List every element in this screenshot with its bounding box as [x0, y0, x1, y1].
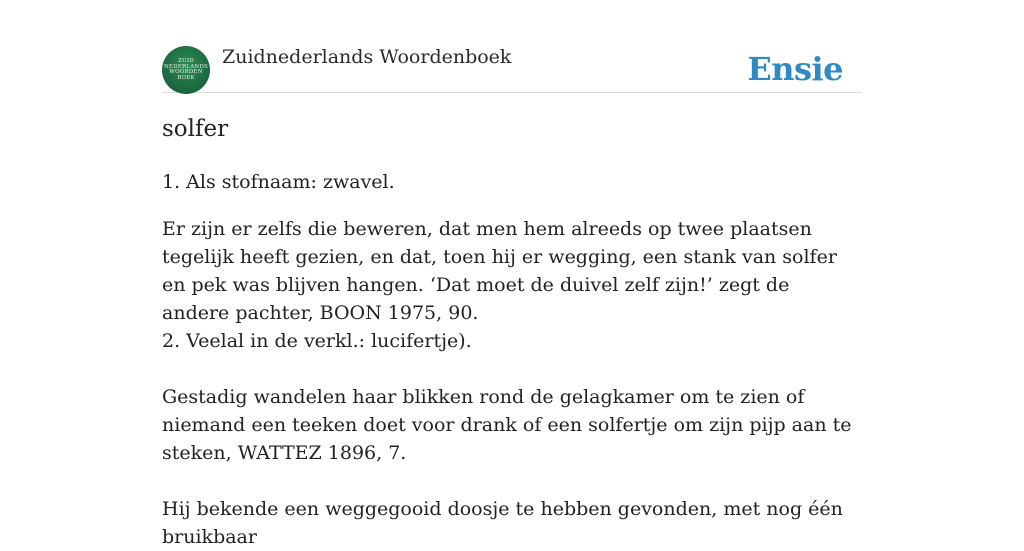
- citation-paragraph: Er zijn er zelfs die beweren, dat men hem alreeds op twee plaatsen tegelijk heeft gezien, en dat, toen hij er wegging, een stank van solfer en pek was blijven hangen. ‘Dat moet de duivel zelf zijn!’ zegt de andere pachter, BOON 1975, 90.: [162, 218, 837, 324]
- citation-paragraph: Hij bekende een weggegooid doosje te hebben gevonden, met nog één bruikbaar: [162, 498, 843, 548]
- logo-text: ZUID: [178, 58, 194, 64]
- site-logo[interactable]: [162, 46, 210, 94]
- definition-paragraph: 2. Veelal in de verkl.: lucifertje).: [162, 330, 472, 352]
- logo-text: NEDERLANDS: [163, 63, 208, 70]
- citation-paragraph: Gestadig wandelen haar blikken rond de gelagkamer om te zien of niemand een teeken doet voor drank of een solfertje om zijn pijp aan te steken, WATTEZ 1896, 7.: [162, 386, 852, 464]
- brand-logo[interactable]: Ensie: [747, 50, 843, 88]
- page-title: solfer: [162, 116, 229, 142]
- definition-paragraph: 1. Als stofnaam: zwavel.: [162, 171, 395, 193]
- site-title[interactable]: Zuidnederlands Woordenboek: [222, 46, 512, 68]
- logo-text: BOEK: [177, 74, 195, 81]
- logo-text: WOORDEN: [169, 69, 203, 75]
- header: [162, 46, 862, 93]
- page: [162, 0, 862, 548]
